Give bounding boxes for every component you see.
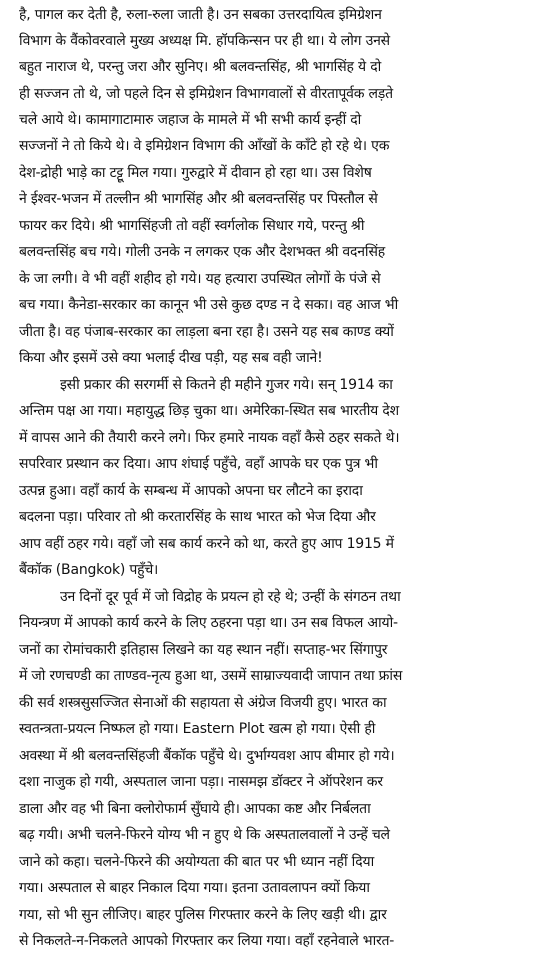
text-line: गया। अस्पताल से बाहर निकाल दिया गया। इतना उतावलापन क्यों किया [19,880,370,896]
text-line: दशा नाजुक हो गयी, अस्पताल जाना पड़ा। नासमझ डॉक्टर ने ऑपरेशन कर [19,774,383,790]
text-line: अवस्था में श्री बलवन्तसिंहजी बैंकॉक पहुँचे थे। दुर्भाग्यवश आप बीमार हो गये। [19,748,395,764]
text-line: अन्तिम पक्ष आ गया। महायुद्ध छिड़ चुका था। अमेरिका-स्थित सब भारतीय देश [19,403,399,419]
text-line: की सर्व शस्त्रसुसज्जित सेनाओं की सहायता से अंग्रेज विजयी हुए। भारत का [19,695,387,711]
text-line: से निकलते-न-निकलते आपको गिरफ्तार कर लिया गया। वहाँ रहनेवाले भारत- [19,933,395,949]
text-line: जाने को कहा। चलने-फिरने की अयोग्यता की बात पर भी ध्यान नहीं दिया [19,854,375,870]
text-line: गया, सो भी सुन लीजिए। बाहर पुलिस गिरफ्तार करने के लिए खड़ी थी। द्वार [19,907,387,923]
text-line: में जो रणचण्डी का ताण्डव-नृत्य हुआ था, उसमें साम्राज्यवादी जापान तथा फ्रांस [19,668,403,684]
text-line: देश-द्रोही भाड़े का टट्टू मिल गया। गुरुद्वारे में दीवान हो रहा था। उस विशेष [19,165,372,181]
text-line: बहुत नाराज थे, परन्तु जरा और सुनिए। श्री बलवन्तसिंह, श्री भागसिंह ये दो [19,59,382,75]
text-line: डाला और वह भी बिना क्लोरोफार्म सुँघाये ही। आपका कष्ट और निर्बलता [19,801,371,817]
text-line: स्वतन्त्रता-प्रयत्न निष्फल हो गया। Eastern Plot खत्म हो गया। ऐसी ही [19,721,376,737]
text-line: है, पागल कर देती है, रुला-रुला जाती है। उन सबका उत्तरदायित्व इमिग्रेशन [19,7,382,23]
text-line: बढ़ गयी। अभी चलने-फिरने योग्य भी न हुए थे कि अस्पतालवालों ने उन्हें चले [19,827,390,843]
text-line: चले आये थे। कामागाटामारु जहाज के मामले में भी सभी कार्य इन्हीं दो [19,112,362,128]
text-line: बच गया। कैनेडा-सरकार का कानून भी उसे कुछ दण्ड न दे सका। वह आज भी [19,297,399,313]
text-line: किया और इसमें उसे क्या भलाई दीख पड़ी, यह सब वही जाने! [19,350,323,366]
text-line: उत्पन्न हुआ। वहाँ कार्य के सम्बन्ध में आपको अपना घर लौटने का इरादा [19,483,363,499]
text-line: उन दिनों दूर पूर्व में जो विद्रोह के प्रयत्न हो रहे थे; उन्हीं के संगठन तथा [60,589,401,605]
text-line: विभाग के वैंकोवरवाले मुख्य अध्यक्ष मि. हॉपकिन्सन पर ही था। ये लोग उनसे [19,33,390,49]
text-line: में वापस आने की तैयारी करने लगे। फिर हमारे नायक वहाँ कैसे ठहर सकते थे। [19,430,400,446]
text-line: जीता है। वह पंजाब-सरकार का लाड़ला बना रहा है। उसने यह सब काण्ड क्यों [19,324,394,340]
text-line: बदलना पड़ा। परिवार तो श्री करतारसिंह के साथ भारत को भेज दिया और [19,509,376,525]
text-line: बैंकॉक (Bangkok) पहुँचे। [19,562,159,578]
text-line: ही सज्जन तो थे, जो पहले दिन से इमिग्रेशन विभागवालों से वीरतापूर्वक लड़ते [19,86,393,102]
text-line: इसी प्रकार की सरगर्मी से कितने ही महीने गुजर गये। सन् 1914 का [60,377,393,393]
text-line: के जा लगी। वे भी वहीं शहीद हो गये। यह हत्यारा उपस्थित लोगों के पंजे से [19,271,381,287]
text-line: आप वहीं ठहर गये। वहाँ जो सब कार्य करने को था, करते हुए आप 1915 में [19,536,394,552]
text-line: बलवन्तसिंह बच गये। गोली उनके न लगकर एक और देशभक्त श्री वदनसिंह [19,244,385,260]
text-line: ने ईश्वर-भजन में तल्लीन श्री भागसिंह और श्री बलवन्तसिंह पर पिस्तौल से [19,191,378,207]
text-line: फायर कर दिये। श्री भागसिंहजी तो वहीं स्वर्गलोक सिधार गये, परन्तु श्री [19,218,365,234]
text-line: सज्जनों ने तो किये थे। वे इमिग्रेशन विभाग की आँखों के काँटे हो रहे थे। एक [19,138,390,154]
text-line: जनों का रोमांचकारी इतिहास लिखने का यह स्थान नहीं। सप्ताह-भर सिंगापुर [19,642,388,658]
text-line: सपरिवार प्रस्थान कर दिया। आप शंघाई पहुँचे, वहाँ आपके घर एक पुत्र भी [19,456,378,472]
text-line: नियन्त्रण में आपको कार्य करने के लिए ठहरना पड़ा था। उन सब विफल आयो- [19,615,398,631]
